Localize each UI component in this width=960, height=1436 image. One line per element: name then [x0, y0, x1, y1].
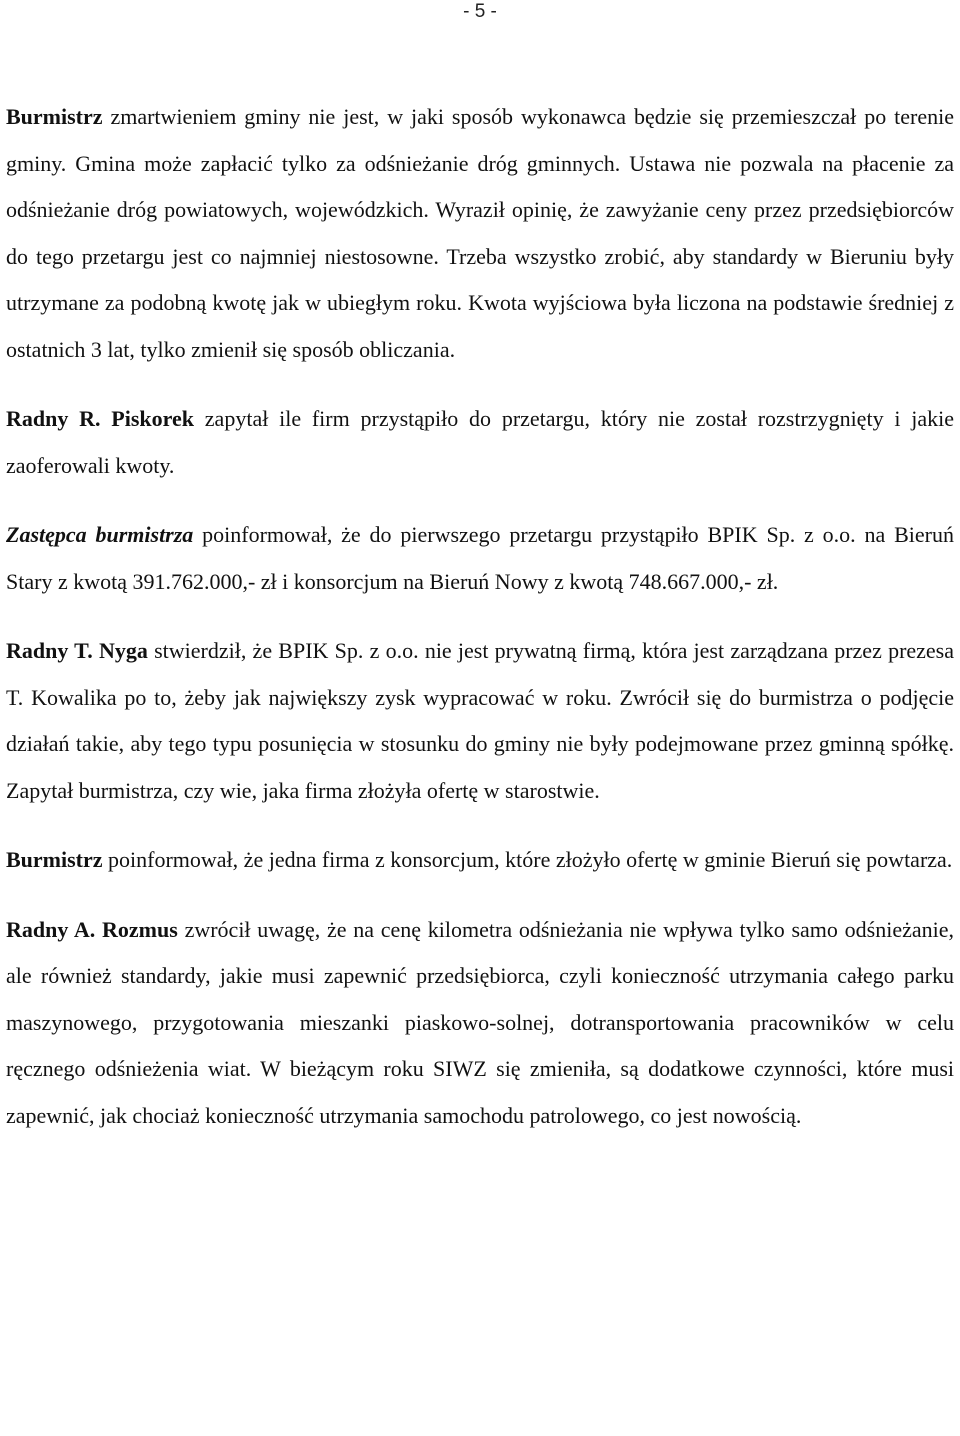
paragraph-text: zmartwieniem gminy nie jest, w jaki sposób wykonawca będzie się przemieszczał po terenie gminy. Gmina może zapłacić tylko za odśnieżanie dróg gminnych. Ustawa nie pozwala na płacenie za odśnieżanie dróg powiatowych, wojewódzkich. Wyraził opinię, że zawyżanie ceny przez przedsiębiorców do tego przetargu jest co najmniej niestosowne. Trzeba wszystko zrobić, aby standardy w Bieruniu były utrzymane za podobną kwotę jak w ubiegłym roku. Kwota wyjściowa była liczona na podstawie średniej z ostatnich 3 lat, tylko zmienił się sposób obliczania.: [6, 104, 954, 362]
paragraph-text: poinformował, że do pierwszego przetargu przystąpiło BPIK Sp. z o.o. na Bieruń Stary z kwotą 391.762.000,- zł i konsorcjum na Bieruń Nowy z kwotą 748.667.000,- zł.: [6, 522, 954, 594]
paragraph-burmistrz-1: [6, 94, 954, 373]
speaker-name: Burmistrz: [6, 847, 103, 872]
paragraph-text: poinformował, że jedna firma z konsorcjum, które złożyło ofertę w gminie Bieruń się powtarza.: [108, 847, 953, 872]
paragraph-nyga: [6, 628, 954, 814]
paragraph-text: zwrócił uwagę, że na cenę kilometra odśnieżania nie wpływa tylko samo odśnieżanie, ale również standardy, jakie musi zapewnić przedsiębiorca, czyli konieczność utrzymania całego parku maszynowego, przygotowania mieszanki piaskowo-solnej, dotransportowania pracowników w celu ręcznego odśnieżenia wiat. W bieżącym roku SIWZ się zmieniła, są dodatkowe czynności, które musi zapewnić, jak chociaż konieczność utrzymania samochodu patrolowego, co jest nowością.: [6, 916, 954, 1128]
page-number: - 5 -: [463, 1, 497, 22]
speaker-name: Radny A. Rozmus: [6, 916, 178, 942]
paragraph-piskorek: [6, 396, 954, 489]
paragraph-zastepca: [6, 512, 954, 605]
document-body: [6, 94, 954, 1139]
paragraph-text: stwierdził, że BPIK Sp. z o.o. nie jest prywatną firmą, która jest zarządzana przez prezesa T. Kowalika po to, żeby jak największy zysk wypracować w roku. Zwrócił się do burmistrza o podjęcie działań takie, aby tego typu posunięcia w stosunku do gminy nie były podejmowane przez gminną spółkę. Zapytał burmistrza, czy wie, jaka firma złożyła ofertę w starostwie.: [6, 638, 955, 803]
paragraph-text: zapytał ile firm przystąpiło do przetargu, który nie został rozstrzygnięty i jakie zaoferowali kwoty.: [6, 406, 954, 478]
paragraph-burmistrz-2: [6, 837, 954, 884]
speaker-name: Radny R. Piskorek: [6, 406, 195, 431]
speaker-name: Zastępca burmistrza: [6, 522, 194, 547]
speaker-name: Radny T. Nyga: [6, 638, 148, 663]
paragraph-rozmus: [6, 907, 954, 1140]
speaker-name: Burmistrz: [6, 104, 103, 129]
